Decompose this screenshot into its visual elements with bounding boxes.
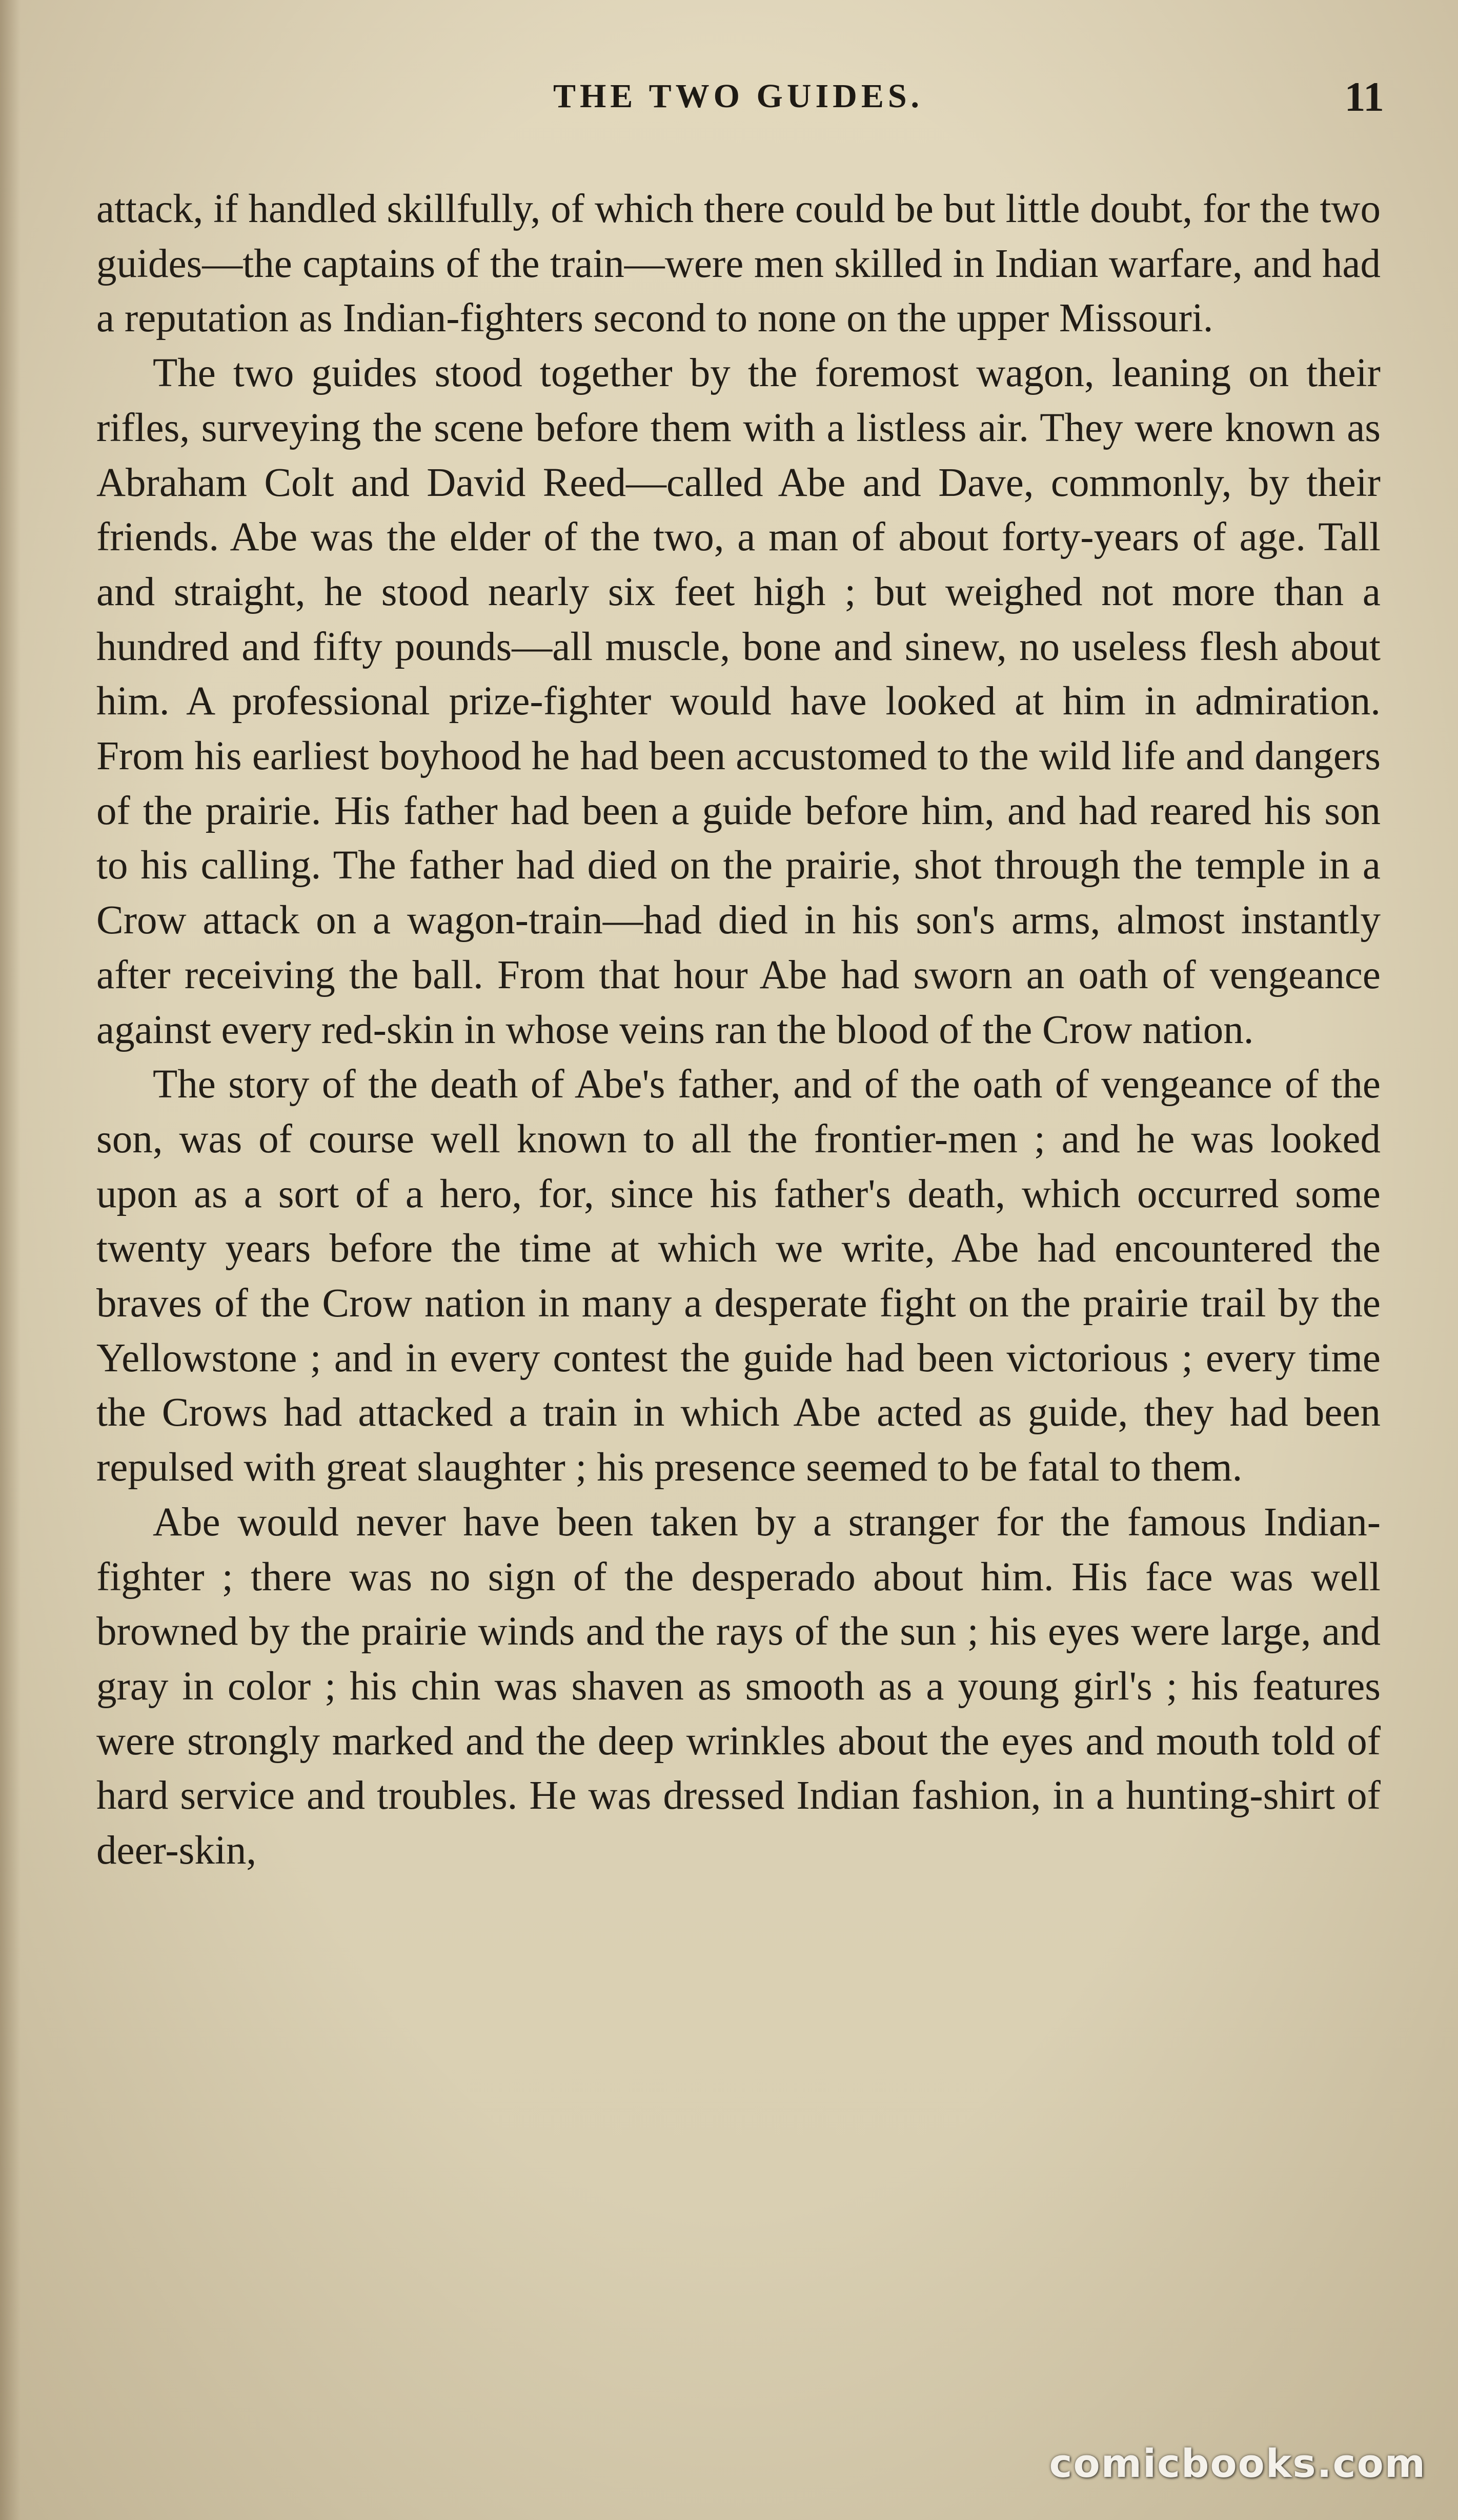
running-header <box>92 73 1384 133</box>
running-title: THE TWO GUIDES. <box>553 77 924 115</box>
page-number: 11 <box>1344 73 1384 120</box>
paragraph-1: attack, if handled skillfully, of which there could be but little doubt, for the two guides—the captains of the train—were men skilled in Indian warfare, and had a reputation as Indian-fighters second to none on the upper Missouri. <box>96 187 1381 341</box>
page-edge-shadow <box>0 0 21 2520</box>
body-text <box>96 182 1381 1878</box>
site-watermark: comicbooks.com <box>1049 2441 1426 2486</box>
paragraph-2: The two guides stood together by the foremost wagon, leaning on their rifles, surveying the scene before them with a listless air. They were known as Abraham Colt and David Reed—called Abe and Dave, commonly, by their friends. Abe was the elder of the two, a man of about forty-years of age. Tall and straight, he stood nearly six feet high ; but weighed not more than a hundred and fifty pounds—all muscle, bone and sinew, no useless flesh about him. A professional prize-fighter would have looked at him in admiration. From his earliest boyhood he had been accustomed to the wild life and dangers of the prairie. His father had been a guide before him, and had reared his son to his calling. The father had died on the prairie, shot through the temple in a Crow attack on a wagon-train—had died in his son's arms, almost instantly after receiving the ball. From that hour Abe had sworn an oath of vengeance against every red-skin in whose veins ran the blood of the Crow nation. <box>96 351 1381 1052</box>
paragraph-3: The story of the death of Abe's father, and of the oath of vengeance of the son, was of course well known to all the frontier-men ; and he was looked upon as a sort of a hero, for, since his father's death, which occurred some twenty years before the time at which we write, Abe had encountered the braves of the Crow nation in many a desperate fight on the prairie trail by the Yellowstone ; and in every contest the guide had been victorious ; every time the Crows had attacked a train in which Abe acted as guide, they had been repulsed with great slaughter ; his presence seemed to be fatal to them. <box>96 1062 1381 1490</box>
paragraph-4: Abe would never have been taken by a stranger for the famous Indian-fighter ; there was no sign of the desperado about him. His face was well browned by the prairie winds and the rays of the sun ; his eyes were large, and gray in color ; his chin was shaven as smooth as a young girl's ; his features were strongly marked and the deep wrinkles about the eyes and mouth told of hard service and troubles. He was dressed Indian fashion, in a hunting-shirt of deer-skin, <box>96 1499 1381 1873</box>
